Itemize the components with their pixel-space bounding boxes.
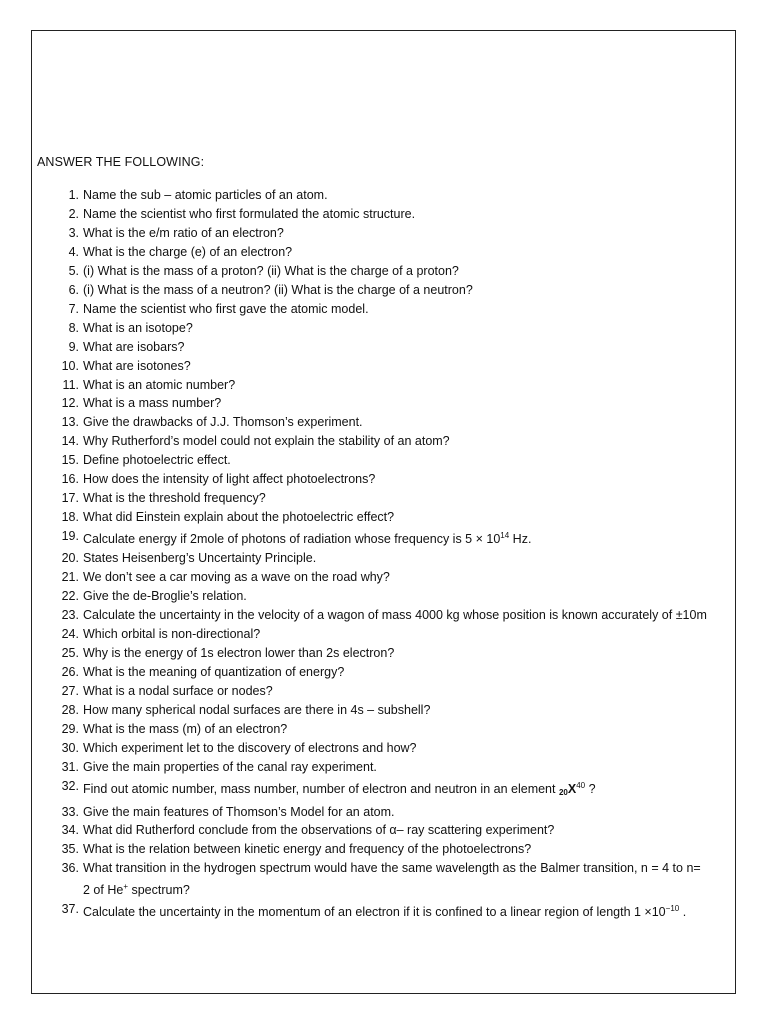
question-text (83, 900, 735, 922)
question-text: What did Rutherford conclude from the observations of α– ray scattering experiment? (83, 823, 555, 838)
question-text (83, 527, 735, 549)
question-item (45, 413, 735, 432)
question-number: 13. (61, 415, 79, 430)
question-item (45, 568, 735, 587)
question-item (45, 644, 735, 663)
question-item (45, 432, 735, 451)
question-item (45, 470, 735, 489)
question-number: 5. (68, 263, 79, 278)
question-item (45, 281, 735, 300)
question-item (45, 663, 735, 682)
question-text: States Heisenberg’s Uncertainty Principle. (83, 551, 317, 566)
question-number: 28. (61, 702, 79, 717)
question-text: Give the main features of Thomson’s Model for an atom. (83, 804, 395, 819)
question-text: Give the drawbacks of J.J. Thomson’s experiment. (83, 415, 363, 430)
question-number: 35. (61, 842, 79, 857)
question-item (45, 224, 735, 243)
element-symbol: X (567, 781, 577, 796)
question-text-part: ? (585, 781, 596, 796)
question-text: What is the e/m ratio of an electron? (83, 225, 284, 240)
question-text-part: Calculate energy if 2mole of photons of radiation whose frequency is 5 × 10 (83, 532, 501, 547)
question-item (45, 527, 735, 549)
question-item (45, 606, 735, 625)
question-text: Give the main properties of the canal ray experiment. (83, 759, 377, 774)
question-item (45, 587, 735, 606)
question-text-part: Find out atomic number, mass number, number of electron and neutron in an element (83, 781, 559, 796)
superscript: 40 (576, 780, 586, 790)
question-number: 9. (68, 339, 79, 354)
question-item (45, 489, 735, 508)
subscript: 20 (558, 787, 568, 797)
question-number: 12. (61, 396, 79, 411)
question-text: What is an atomic number? (83, 377, 236, 392)
superscript: −10 (665, 904, 680, 914)
question-text: Define photoelectric effect. (83, 453, 231, 468)
question-number: 7. (68, 301, 79, 316)
question-number: 16. (61, 472, 79, 487)
question-item (45, 394, 735, 413)
question-text: (i) What is the mass of a proton? (ii) What is the charge of a proton? (83, 263, 459, 278)
question-number: 10. (61, 358, 79, 373)
question-item (45, 451, 735, 470)
question-number: 22. (61, 589, 79, 604)
question-text-part: Hz. (509, 532, 532, 547)
question-text: Why is the energy of 1s electron lower than 2s electron? (83, 645, 395, 660)
question-item (45, 840, 735, 859)
question-item (45, 262, 735, 281)
question-item (45, 549, 735, 568)
question-text: Name the scientist who first formulated the atomic structure. (83, 206, 416, 221)
question-item (45, 821, 735, 840)
question-item (45, 859, 735, 900)
question-text: Give the de-Broglie’s relation. (83, 589, 247, 604)
question-number: 24. (61, 626, 79, 641)
question-text: How many spherical nodal surfaces are there in 4s – subshell? (83, 702, 431, 717)
question-number: 3. (68, 225, 79, 240)
question-item (45, 300, 735, 319)
question-number: 18. (61, 510, 79, 525)
question-text-part: . (679, 905, 687, 920)
question-item (45, 777, 735, 803)
question-text: What is the meaning of quantization of energy? (83, 664, 345, 679)
question-item (45, 186, 735, 205)
question-item (45, 625, 735, 644)
question-number: 6. (68, 282, 79, 297)
question-text: What is the charge (e) of an electron? (83, 244, 293, 259)
question-item (45, 319, 735, 338)
question-text: What is the mass (m) of an electron? (83, 721, 288, 736)
page-heading: ANSWER THE FOLLOWING: (37, 155, 205, 169)
question-number: 8. (68, 320, 79, 335)
question-text: Which orbital is non-directional? (83, 626, 261, 641)
question-number: 33. (61, 804, 79, 819)
question-item (45, 682, 735, 701)
question-number: 21. (61, 570, 79, 585)
question-text: What is the relation between kinetic energy and frequency of the photoelectrons? (83, 842, 532, 857)
question-text: What is a nodal surface or nodes? (83, 683, 273, 698)
question-text: Which experiment let to the discovery of electrons and how? (83, 740, 417, 755)
question-number: 15. (61, 453, 79, 468)
question-number: 34. (61, 823, 79, 838)
question-text: What are isobars? (83, 339, 185, 354)
question-text: We don’t see a car moving as a wave on the road why? (83, 570, 390, 585)
question-number: 31. (61, 759, 79, 774)
question-number: 36. (61, 861, 79, 876)
question-number: 29. (61, 721, 79, 736)
question-item (45, 803, 735, 822)
question-number: 32. (61, 778, 79, 793)
superscript: 14 (500, 531, 510, 541)
question-text: Why Rutherford’s model could not explain the stability of an atom? (83, 434, 450, 449)
question-text: What did Einstein explain about the photoelectric effect? (83, 510, 395, 525)
superscript: + (123, 882, 128, 892)
question-text-part: Calculate the uncertainty in the momentum of an electron if it is confined to a linear region of length 1 ×10 (83, 905, 666, 920)
question-number: 4. (68, 244, 79, 259)
question-list (45, 186, 735, 922)
question-number: 23. (61, 607, 79, 622)
question-text (83, 859, 735, 900)
question-number: 2. (68, 206, 79, 221)
question-number: 30. (61, 740, 79, 755)
question-text: What is a mass number? (83, 396, 222, 411)
question-text-part: spectrum? (127, 883, 190, 898)
question-number: 14. (61, 434, 79, 449)
question-text: What is an isotope? (83, 320, 193, 335)
question-item (45, 739, 735, 758)
question-text: Name the scientist who first gave the atomic model. (83, 301, 369, 316)
question-number: 11. (62, 377, 79, 392)
question-number: 1. (68, 188, 79, 202)
question-item (45, 376, 735, 395)
question-number: 25. (61, 645, 79, 660)
question-text: What are isotones? (83, 358, 191, 373)
question-text (83, 777, 735, 803)
question-item (45, 357, 735, 376)
question-number: 19. (61, 529, 79, 544)
question-text: How does the intensity of light affect photoelectrons? (83, 472, 376, 487)
question-number: 17. (61, 491, 79, 506)
question-item (45, 205, 735, 224)
question-item (45, 900, 735, 922)
question-item (45, 758, 735, 777)
question-text: What is the threshold frequency? (83, 491, 266, 506)
question-item (45, 720, 735, 739)
question-number: 37. (61, 902, 79, 917)
question-item (45, 508, 735, 527)
question-number: 27. (61, 683, 79, 698)
question-item (45, 338, 735, 357)
question-item (45, 243, 735, 262)
question-item (45, 701, 735, 720)
question-text: Calculate the uncertainty in the velocity of a wagon of mass 4000 kg whose position is known accurately of ±10m (83, 607, 707, 622)
question-number: 26. (61, 664, 79, 679)
question-number: 20. (61, 551, 79, 566)
question-text: (i) What is the mass of a neutron? (ii) What is the charge of a neutron? (83, 282, 473, 297)
question-text: Name the sub – atomic particles of an atom. (83, 188, 328, 202)
question-text-part: What transition in the hydrogen spectrum would have the same wavelength as the Balmer transition, n = 4 to n= 2 of He (83, 861, 701, 898)
